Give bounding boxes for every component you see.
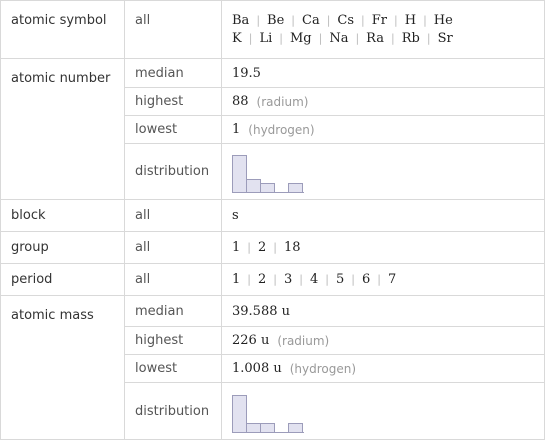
element-symbol: Ba — [232, 13, 250, 28]
period-value: 6 — [362, 272, 371, 287]
separator: | — [325, 273, 329, 286]
histogram-baseline — [232, 432, 304, 433]
median-label: median — [135, 65, 184, 81]
separator: | — [256, 14, 261, 27]
element-list — [222, 1, 544, 58]
separator: | — [423, 14, 427, 27]
row-atomic-mass — [1, 295, 544, 440]
highest-value: 88 — [232, 94, 249, 109]
period-value: 7 — [388, 272, 397, 287]
element-symbol: Be — [267, 13, 285, 28]
histogram-bar — [232, 395, 247, 433]
subrow-lowest — [125, 115, 544, 143]
separator: | — [326, 14, 331, 27]
row-label: block — [11, 208, 46, 223]
period-value: 5 — [336, 272, 345, 287]
median-value: 19.5 — [232, 65, 261, 81]
separator: | — [426, 32, 431, 45]
element-symbol: Fr — [371, 13, 387, 28]
sub-label: all — [135, 208, 151, 223]
distribution-label: distribution — [135, 404, 210, 419]
separator: | — [247, 241, 251, 254]
atomic-mass-histogram — [232, 391, 304, 433]
highest-note: (radium) — [277, 333, 330, 348]
element-symbol: Cs — [337, 13, 355, 28]
highest-note: (radium) — [256, 94, 309, 109]
highest-value: 226 u — [232, 333, 270, 348]
element-symbol: Li — [259, 31, 273, 46]
row-label: atomic mass — [1, 296, 125, 440]
separator: | — [279, 32, 283, 45]
row-period — [1, 263, 544, 295]
lowest-label: lowest — [135, 122, 178, 137]
element-list-line — [232, 12, 544, 30]
subrow-distribution — [125, 382, 544, 440]
period-value: 4 — [310, 272, 319, 287]
period-values — [232, 264, 544, 295]
element-symbol: Ra — [366, 31, 385, 46]
histogram-baseline — [232, 192, 304, 193]
group-values — [232, 232, 544, 263]
element-symbol: He — [433, 13, 453, 28]
sub-label: all — [135, 272, 151, 287]
subrow-distribution — [125, 143, 544, 199]
separator: | — [273, 241, 277, 254]
row-group — [1, 231, 544, 263]
median-value: 39.588 u — [232, 303, 290, 319]
group-value: 2 — [258, 240, 267, 255]
group-value: 1 — [232, 240, 241, 255]
row-atomic-symbol — [1, 1, 544, 58]
separator: | — [351, 273, 355, 286]
histogram-bar — [232, 155, 247, 193]
lowest-value: 1 — [232, 122, 241, 137]
period-value: 3 — [284, 272, 293, 287]
highest-label: highest — [135, 333, 184, 348]
element-symbol: H — [404, 13, 417, 28]
row-label: period — [11, 272, 53, 287]
histogram-bar — [246, 179, 261, 193]
highest-label: highest — [135, 94, 184, 109]
lowest-value: 1.008 u — [232, 361, 282, 376]
element-list-line — [232, 30, 544, 48]
element-symbol: Ca — [302, 13, 320, 28]
separator: | — [291, 14, 295, 27]
lowest-note: (hydrogen) — [248, 122, 315, 137]
separator: | — [318, 32, 323, 45]
element-symbol: Sr — [437, 31, 453, 46]
separator: | — [391, 32, 395, 45]
separator: | — [377, 273, 381, 286]
element-symbol: Mg — [289, 31, 312, 46]
group-value: 18 — [284, 240, 301, 255]
sub-label: all — [135, 240, 151, 255]
period-value: 2 — [258, 272, 267, 287]
separator: | — [394, 14, 398, 27]
block-value: s — [232, 208, 239, 223]
element-symbol: K — [232, 31, 242, 46]
element-symbol: Na — [329, 31, 349, 46]
row-block — [1, 199, 544, 231]
subrow-median — [125, 296, 544, 326]
row-atomic-number — [1, 58, 544, 199]
subrow-highest — [125, 87, 544, 115]
subrow-lowest — [125, 354, 544, 382]
lowest-label: lowest — [135, 361, 178, 376]
separator: | — [248, 32, 253, 45]
element-list-lines — [232, 1, 544, 48]
sub-label: all — [125, 1, 222, 58]
atomic-number-histogram — [232, 151, 304, 193]
separator: | — [299, 273, 303, 286]
period-value: 1 — [232, 272, 241, 287]
row-label: atomic number — [1, 59, 125, 199]
separator: | — [273, 273, 277, 286]
separator: | — [355, 32, 360, 45]
separator: | — [247, 273, 251, 286]
row-label: group — [11, 240, 49, 255]
subrow-highest — [125, 326, 544, 354]
separator: | — [361, 14, 365, 27]
row-label: atomic symbol — [1, 1, 125, 58]
lowest-note: (hydrogen) — [289, 361, 357, 376]
subrow-median — [125, 59, 544, 87]
element-symbol: Rb — [401, 31, 420, 46]
median-label: median — [135, 303, 184, 319]
distribution-label: distribution — [135, 164, 210, 179]
